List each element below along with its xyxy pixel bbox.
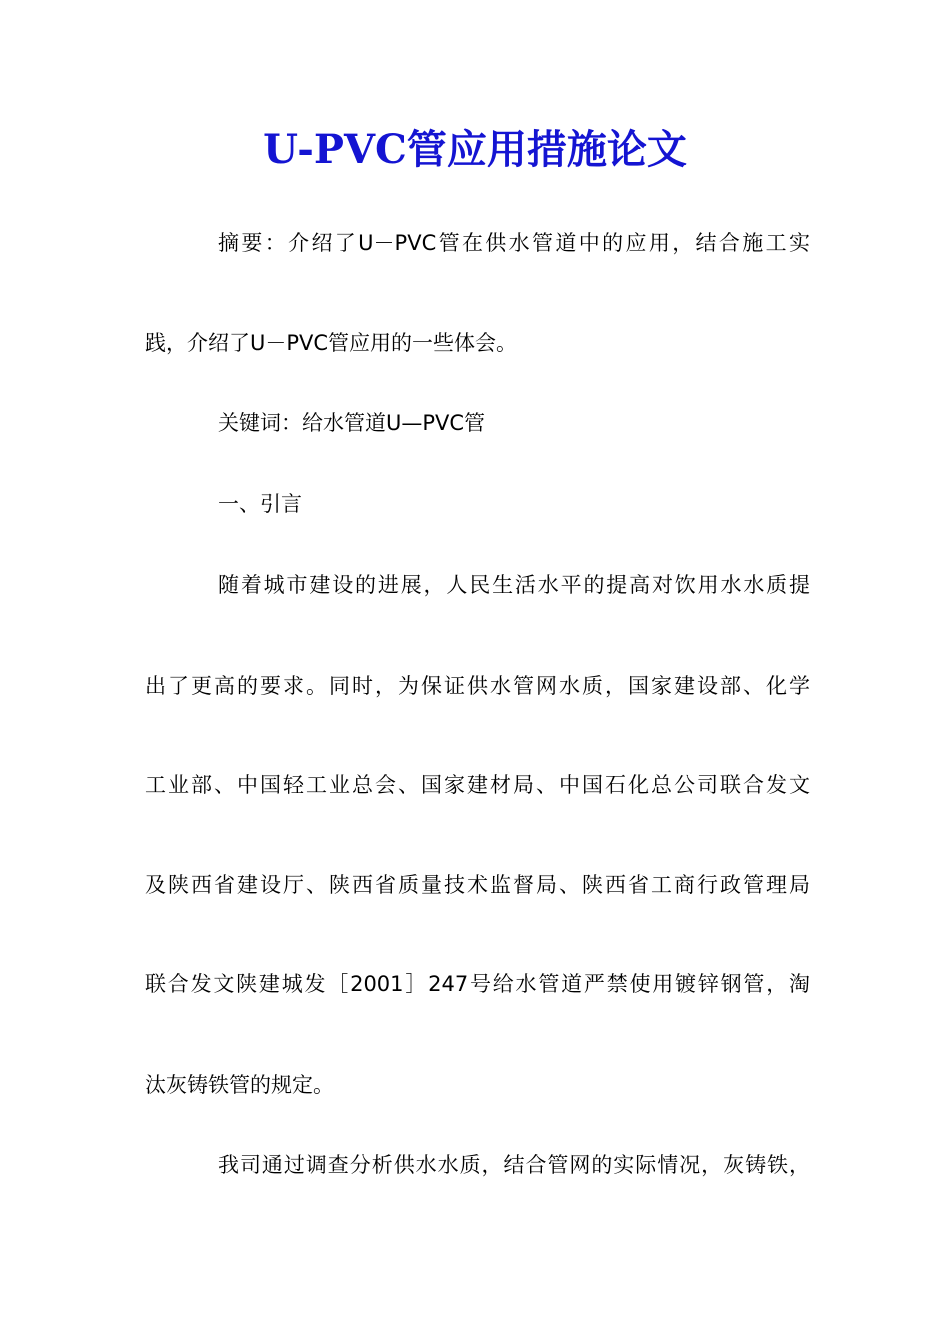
keywords-line: 关键词：给水管道U—PVC管: [218, 411, 486, 435]
section-heading-introduction: 一、引言: [218, 492, 302, 516]
paragraph-line-6: 汰灰铸铁管的规定。: [145, 1073, 334, 1097]
paragraph-line-4: 及陕西省建设厅、陕西省质量技术监督局、陕西省工商行政管理局: [145, 873, 810, 897]
paragraph-line-7: 我司通过调查分析供水水质，结合管网的实际情况，灰铸铁，: [218, 1153, 810, 1177]
document-title: U-PVC管应用措施论文: [263, 126, 687, 173]
abstract-line-2: 践，介绍了U－PVC管应用的一些体会。: [145, 331, 518, 355]
paragraph-line-1: 随着城市建设的进展，人民生活水平的提高对饮用水水质提: [218, 573, 810, 597]
paragraph-line-2: 出了更高的要求。同时，为保证供水管网水质，国家建设部、化学: [145, 674, 810, 698]
paragraph-line-3: 工业部、中国轻工业总会、国家建材局、中国石化总公司联合发文: [145, 773, 810, 797]
abstract-line-1: 摘要：介绍了U－PVC管在供水管道中的应用，结合施工实: [218, 231, 810, 255]
paragraph-line-5: 联合发文陕建城发［2001］247号给水管道严禁使用镀锌钢管，淘: [145, 972, 810, 996]
